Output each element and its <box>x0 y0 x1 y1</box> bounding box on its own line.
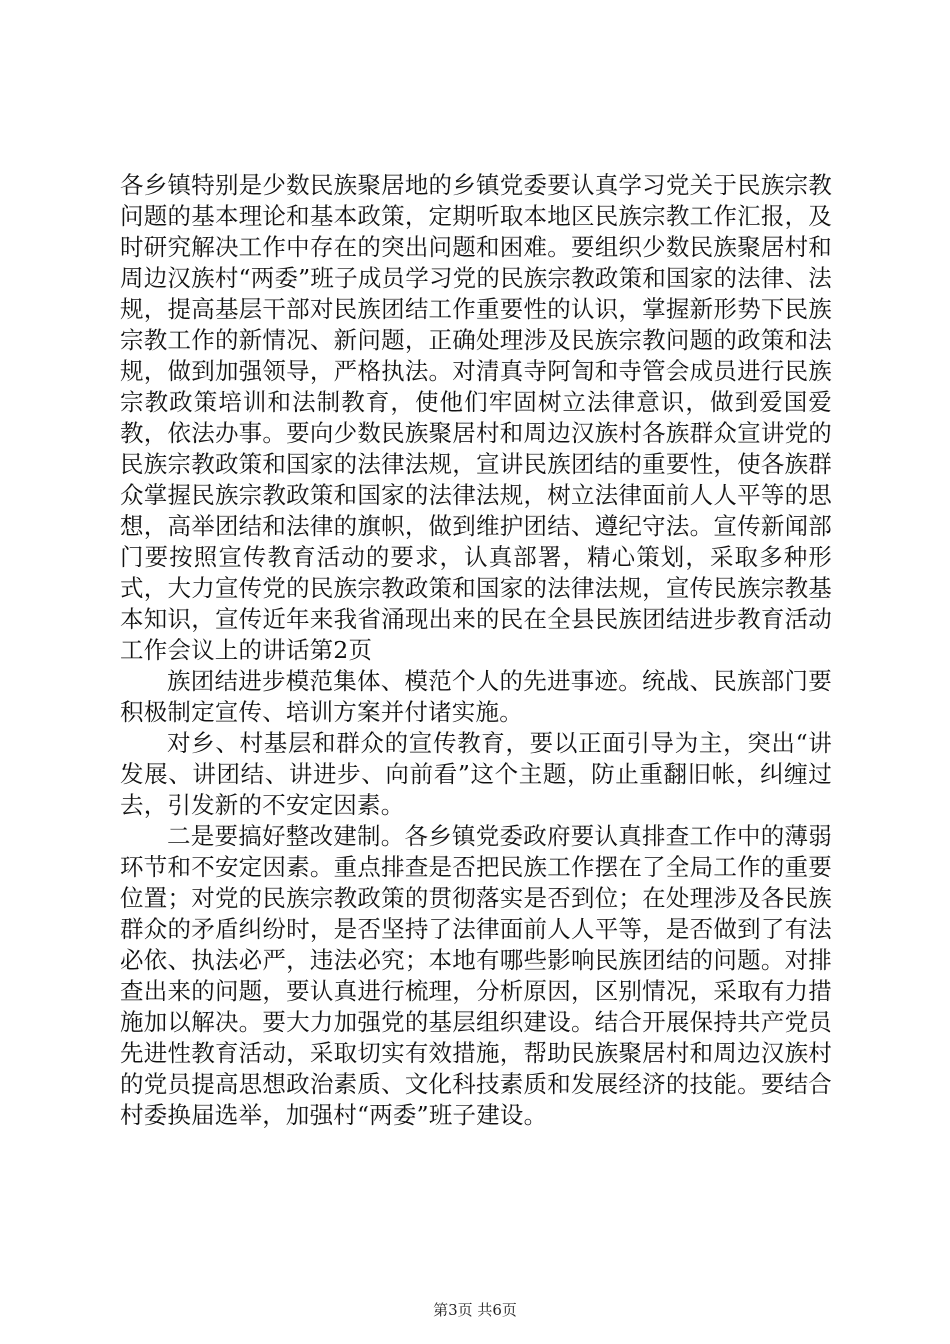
paragraph-4: 二是要搞好整改建制。各乡镇党委政府要认真排查工作中的薄弱环节和不安定因素。重点排查是否把民族工作摆在了全局工作的重要位置；对党的民族宗教政策的贯彻落实是否到位；在处理涉及各民族群众的矛盾纠纷时，是否坚持了法律面前人人平等，是否做到了有法必依、执法必严，违法必究；本地有哪些影响民族团结的问题。对排查出来的问题，要认真进行梳理，分析原因，区别情况，采取有力措施加以解决。要大力加强党的基层组织建设。结合开展保持共产党员先进性教育活动，采取切实有效措施，帮助民族聚居村和周边汉族村的党员提高思想政治素质、文化科技素质和发展经济的技能。要结合村委换届选举，加强村“两委”班子建设。 <box>120 822 832 1129</box>
paragraph-1: 各乡镇特别是少数民族聚居地的乡镇党委要认真学习党关于民族宗教问题的基本理论和基本政策，定期听取本地区民族宗教工作汇报，及时研究解决工作中存在的突出问题和困难。要组织少数民族聚居村和周边汉族村“两委”班子成员学习党的民族宗教政策和国家的法律、法规，提高基层干部对民族团结工作重要性的认识，掌握新形势下民族宗教工作的新情况、新问题，正确处理涉及民族宗教问题的政策和法规，做到加强领导，严格执法。对清真寺阿訇和寺管会成员进行民族宗教政策培训和法制教育，使他们牢固树立法律意识，做到爱国爱教，依法办事。要向少数民族聚居村和周边汉族村各族群众宣讲党的民族宗教政策和国家的法律法规，宣讲民族团结的重要性，使各族群众掌握民族宗教政策和国家的法律法规，树立法律面前人人平等的思想，高举团结和法律的旗帜，做到维护团结、遵纪守法。宣传新闻部门要按照宣传教育活动的要求，认真部署，精心策划，采取多种形式，大力宣传党的民族宗教政策和国家的法律法规，宣传民族宗教基本知识，宣传近年来我省涌现出来的民在全县民族团结进步教育活动工作会议上的讲话第2页 <box>120 171 832 664</box>
paragraph-3: 对乡、村基层和群众的宣传教育，要以正面引导为主，突出“讲发展、讲团结、讲进步、向前看”这个主题，防止重翻旧帐，纠缠过去，引发新的不安定因素。 <box>120 729 832 819</box>
page-footer: 第3页 共6页 <box>433 1301 517 1319</box>
document-body <box>120 170 832 1131</box>
paragraph-2: 族团结进步模范集体、模范个人的先进事迹。统战、民族部门要积极制定宣传、培训方案并付诸实施。 <box>120 667 832 726</box>
